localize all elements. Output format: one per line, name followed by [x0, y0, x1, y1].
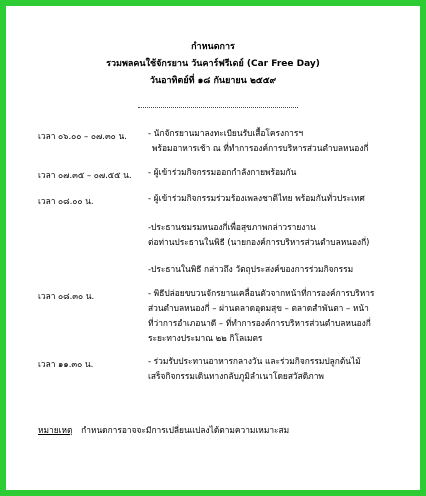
dotted-divider	[138, 107, 298, 108]
desc-line: ระยะทางประมาณ ๒๒ กิโลเมตร	[148, 333, 263, 343]
remark-label: หมายเหตุ	[38, 425, 73, 435]
schedule-desc	[148, 126, 414, 156]
desc-line: ที่ว่าการอำเภอนาดี – ที่ทำการองค์การบริหารส่วนตำบลหนองกี่	[148, 318, 371, 328]
desc-line: -ประธานชมรมหนองกี่เพื่อสุขภาพกล่าวรายงาน	[148, 222, 316, 232]
document-page	[6, 6, 420, 490]
schedule-time: เวลา ๐๘.๓๐ น.	[38, 291, 95, 301]
schedule-desc	[148, 165, 414, 180]
desc-line: พร้อมอาหารเช้า ณ ที่ทำการองค์การบริหารส่วนตำบลหนองกี่	[152, 143, 369, 153]
remark	[38, 423, 289, 437]
desc-line: - ผู้เข้าร่วมกิจกรรมออกกำลังกายพร้อมกัน	[148, 167, 297, 177]
schedule-time: เวลา ๐๖.๐๐ – ๐๗.๓๐ น.	[38, 131, 127, 141]
desc-line: - ผู้เข้าร่วมกิจกรรมร่วมร้องเพลงชาติไทย พร้อมกันทั่วประเทศ	[148, 193, 365, 203]
desc-line: - ร่วมรับประทานอาหารกลางวัน และร่วมกิจกรรมปลูกต้นไม้	[148, 356, 361, 366]
event-date: วันอาทิตย์ที่ ๑๘ กันยายน ๒๕๕๙	[149, 76, 277, 86]
doc-title: กำหนดการ	[191, 42, 235, 52]
schedule-time: เวลา ๐๗.๓๕ – ๐๗.๕๕ น.	[38, 170, 132, 180]
desc-line: เสร็จกิจกรรมเดินทางกลับภูมิลำเนาโดยสวัสดิภาพ	[148, 371, 324, 381]
desc-line: - นักจักรยานมาลงทะเบียนรับเสื้อโครงการฯ	[148, 128, 304, 138]
desc-line: ต่อท่านประธานในพิธี (นายกองค์การบริหารส่วนตำบลหนองกี่)	[148, 237, 370, 247]
schedule-time: เวลา ๑๑.๓๐ น.	[38, 359, 94, 369]
remark-text: กำหนดการอาจจะมีการเปลี่ยนแปลงได้ตามความเหมาะสม	[81, 425, 290, 435]
event-title: รวมพลคนใช้จักรยาน วันคาร์ฟรีเดย์ (Car Free Day)	[106, 59, 320, 69]
schedule-desc	[148, 191, 414, 277]
desc-line: ส่วนตำบลหนองกี่ – ผ่านตลาดอุดมสุข – ตลาดสำพันตา – หน้า	[148, 303, 369, 313]
schedule-desc	[148, 354, 414, 384]
desc-spacer	[148, 250, 414, 262]
schedule-time: เวลา ๐๘.๐๐ น.	[38, 196, 94, 206]
desc-spacer	[148, 206, 414, 220]
desc-line: - พิธีปล่อยขบวนจักรยานเคลื่อนตัวจากหน้าที่การองค์การบริหาร	[148, 288, 375, 298]
schedule-desc	[148, 286, 414, 346]
desc-line: -ประธานในพิธี กล่าวถึง วัตถุประสงค์ของการร่วมกิจกรรม	[148, 264, 354, 274]
